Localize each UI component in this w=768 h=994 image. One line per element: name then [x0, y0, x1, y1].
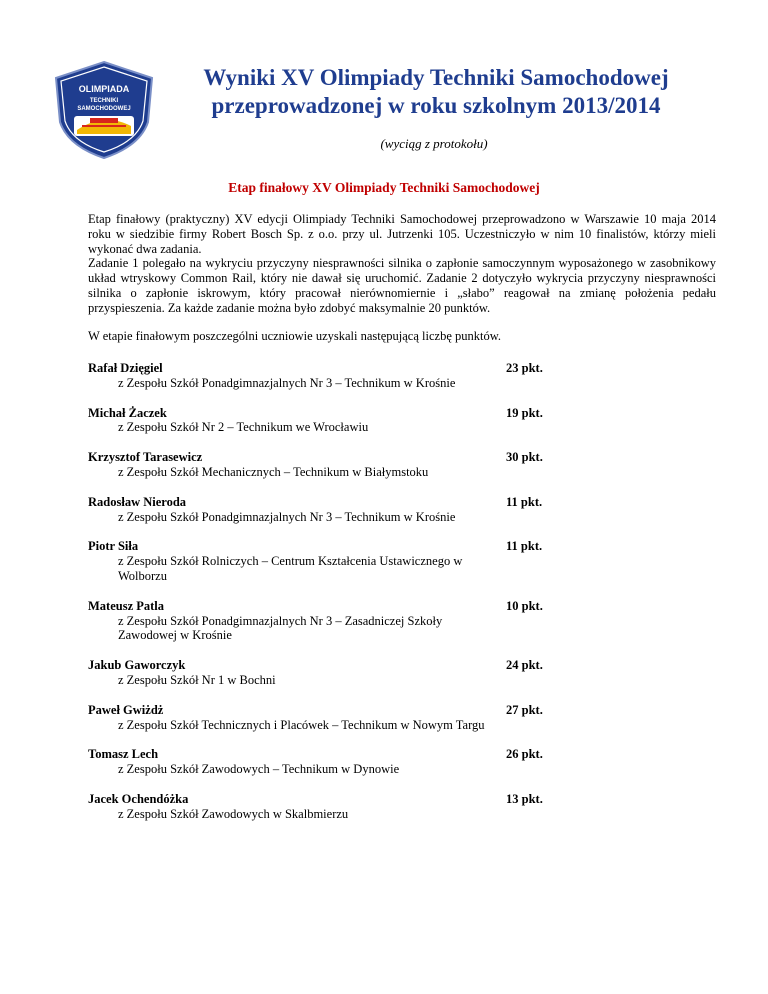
participant-name: Jakub Gaworczyk [88, 658, 186, 673]
participant-score: 11 pkt. [506, 494, 543, 509]
participant-score: 27 pkt. [506, 702, 543, 717]
page-title [150, 64, 722, 120]
participant-score: 19 pkt. [506, 405, 543, 420]
title-line-2: przeprowadzonej w roku szkolnym 2013/2014 [211, 93, 661, 118]
result-entry [88, 450, 716, 480]
participant-name: Jacek Ochendóżka [88, 791, 189, 806]
section-title: Etap finałowy XV Olimpiady Techniki Samochodowej [228, 180, 540, 195]
participant-score: 23 pkt. [506, 361, 543, 375]
participant-name: Rafał Dzięgiel [88, 361, 163, 375]
intro-text [88, 212, 716, 316]
participant-name: Michał Żaczek [88, 405, 167, 420]
participant-school: z Zespołu Szkół Rolniczych – Centrum Kształcenia Ustawicznego w Wolborzu [118, 554, 463, 583]
result-entry [88, 599, 716, 643]
intro-paragraph-2: Zadanie 1 polegało na wykryciu przyczyny niesprawności silnika o zapłonie samoczynnym wyposażonego w zasobnikowy układ wtryskowy Common Rail, który nie dawał się uruchomić. Zadanie 2 dotyczyło wykrycia przyczyny niesprawności silnika o zapłonie iskrowym, który pracował nierównomiernie i „słabo” reagował na zmianę położenia pedału przyspieszenia. Za każde zadanie można było zdobyć maksymalnie 20 punktów. [88, 256, 716, 315]
participant-school: z Zespołu Szkół Nr 1 w Bochni [118, 672, 276, 687]
participant-school: z Zespołu Szkół Nr 2 – Technikum we Wrocławiu [118, 420, 369, 435]
participant-name: Paweł Gwiżdż [88, 702, 164, 717]
intro-paragraph-1: Etap finałowy (praktyczny) XV edycji Olimpiady Techniki Samochodowej przeprowadzono w Warszawie 10 maja 2014 roku w siedzibie firmy Robert Bosch Sp. z o.o. przy ul. Jutrzenki 105. Uczestniczyło w nim 10 finalistów, którzy mieli wykonać dwa zadania. [88, 212, 716, 256]
page-subtitle: (wyciąg z protokołu) [380, 136, 488, 151]
logo-line2: TECHNIKI [89, 98, 119, 104]
result-entry [88, 495, 716, 525]
participant-name: Piotr Siła [88, 539, 139, 554]
title-line-1: Wyniki XV Olimpiady Techniki Samochodowej [203, 65, 669, 90]
participant-school: z Zespołu Szkół Zawodowych – Technikum w Dynowie [118, 762, 400, 777]
participant-score: 13 pkt. [506, 791, 543, 806]
summary-text: W etapie finałowym poszczególni uczniowie uzyskali następującą liczbę punktów. [88, 329, 502, 343]
participant-score: 24 pkt. [506, 658, 543, 673]
result-entry [88, 406, 716, 436]
logo-line3: SAMOCHODOWEJ [77, 106, 131, 112]
participant-school: z Zespołu Szkół Zawodowych w Skalbmierzu [118, 806, 349, 821]
participant-school: z Zespołu Szkół Ponadgimnazjalnych Nr 3 – Technikum w Krośnie [118, 375, 456, 390]
participant-score: 30 pkt. [506, 450, 543, 465]
logo-line1: OLIMPIADA [78, 84, 130, 94]
results-list [88, 361, 716, 837]
result-entry [88, 747, 716, 777]
result-entry [88, 792, 716, 822]
result-entry [88, 361, 716, 391]
participant-score: 26 pkt. [506, 747, 543, 762]
participant-name: Mateusz Patla [88, 598, 165, 613]
participant-school: z Zespołu Szkół Ponadgimnazjalnych Nr 3 – Technikum w Krośnie [118, 509, 456, 524]
result-entry [88, 703, 716, 733]
participant-name: Radosław Nieroda [88, 494, 187, 509]
participant-score: 10 pkt. [506, 598, 543, 613]
participant-name: Krzysztof Tarasewicz [88, 450, 203, 465]
participant-school: z Zespołu Szkół Technicznych i Placówek – Technikum w Nowym Targu [118, 717, 485, 732]
participant-school: z Zespołu Szkół Ponadgimnazjalnych Nr 3 – Zasadniczej Szkoły Zawodowej w Krośnie [118, 613, 443, 643]
participant-name: Tomasz Lech [88, 747, 159, 762]
result-entry [88, 658, 716, 688]
result-entry [88, 539, 716, 583]
participant-score: 11 pkt. [506, 539, 543, 554]
participant-school: z Zespołu Szkół Mechanicznych – Technikum w Białymstoku [118, 464, 429, 479]
